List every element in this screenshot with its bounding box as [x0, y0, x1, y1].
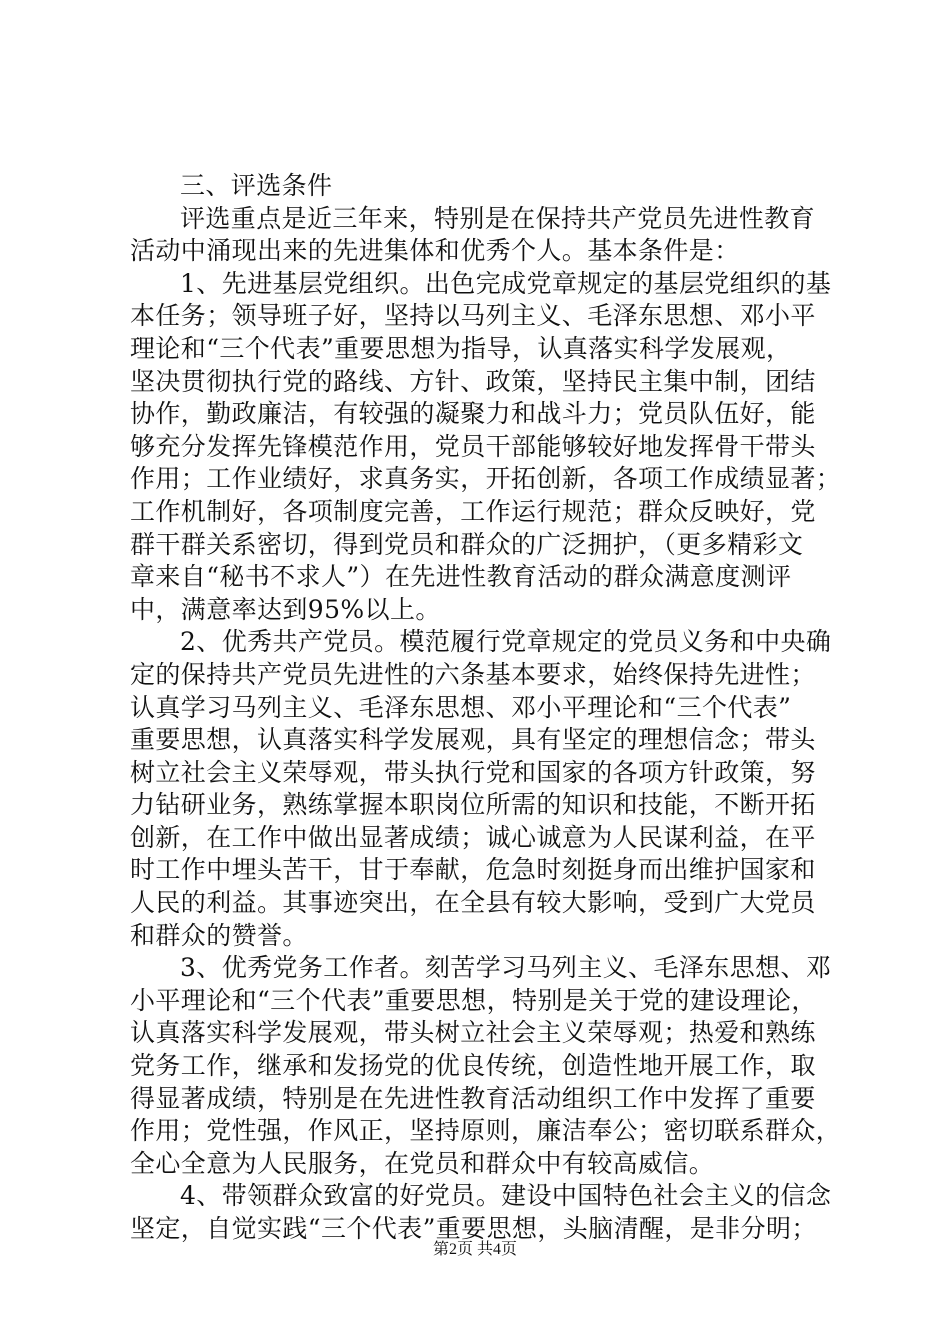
text-line: 够充分发挥先锋模范作用，党员干部能够较好地发挥骨干带头	[130, 431, 816, 461]
text-line: 中，满意率达到95%以上。	[130, 594, 441, 624]
text-line: 重要思想，认真落实科学发展观，具有坚定的理想信念；带头	[130, 725, 816, 755]
text-line: 作用；工作业绩好，求真务实，开拓创新，各项工作成绩显著；	[130, 464, 842, 494]
text-line: 章来自“秘书不求人”）在先进性教育活动的群众满意度测评	[130, 562, 792, 592]
text-line: 工作机制好，各项制度完善，工作运行规范；群众反映好，党	[130, 496, 816, 526]
text-line: 时工作中埋头苦干，甘于奉献，危急时刻挺身而出维护国家和	[130, 855, 816, 885]
text-line: 树立社会主义荣辱观，带头执行党和国家的各项方针政策，努	[130, 757, 816, 787]
document-body	[130, 170, 840, 1246]
text-line: 作用；党性强，作风正，坚持原则，廉洁奉公；密切联系群众，	[130, 1116, 842, 1146]
text-line: 2、优秀共产党员。模范履行党章规定的党员义务和中央确	[180, 627, 832, 657]
section-heading: 三、评选条件	[180, 171, 333, 200]
text-line: 本任务；领导班子好，坚持以马列主义、毛泽东思想、邓小平	[130, 301, 816, 331]
text-line: 群干群关系密切，得到党员和群众的广泛拥护，（更多精彩文	[130, 529, 804, 559]
text-line: 坚定，自觉实践“三个代表”重要思想，头脑清醒，是非分明；	[130, 1214, 817, 1243]
text-line: 4、带领群众致富的好党员。建设中国特色社会主义的信念	[180, 1181, 832, 1211]
text-line: 全心全意为人民服务，在党员和群众中有较高威信。	[130, 1148, 715, 1178]
text-line: 评选重点是近三年来，特别是在保持共产党员先进性教育	[180, 203, 816, 233]
page-footer: 第2页 共4页	[432, 1241, 517, 1258]
text-line: 党务工作，继承和发扬党的优良传统，创造性地开展工作，取	[130, 1051, 816, 1081]
text-line: 理论和“三个代表”重要思想为指导，认真落实科学发展观，	[130, 333, 792, 363]
text-line: 定的保持共产党员先进性的六条基本要求，始终保持先进性；	[130, 659, 816, 689]
text-line: 力钻研业务，熟练掌握本职岗位所需的知识和技能，不断开拓	[130, 790, 816, 820]
text-line: 和群众的赞誉。	[130, 920, 308, 950]
text-line: 协作，勤政廉洁，有较强的凝聚力和战斗力；党员队伍好，能	[130, 399, 816, 429]
text-line: 3、优秀党务工作者。刻苦学习马列主义、毛泽东思想、邓	[180, 953, 832, 983]
text-line: 认真落实科学发展观，带头树立社会主义荣辱观；热爱和熟练	[130, 1018, 816, 1048]
text-line: 人民的利益。其事迹突出，在全县有较大影响，受到广大党员	[130, 888, 816, 918]
text-line: 创新，在工作中做出显著成绩；诚心诚意为人民谋利益，在平	[130, 822, 816, 852]
text-line: 小平理论和“三个代表”重要思想，特别是关于党的建设理论，	[130, 985, 817, 1015]
text-line: 认真学习马列主义、毛泽东思想、邓小平理论和“三个代表”	[130, 692, 792, 722]
text-line: 坚决贯彻执行党的路线、方针、政策，坚持民主集中制，团结	[130, 366, 816, 396]
text-line: 活动中涌现出来的先进集体和优秀个人。基本条件是：	[130, 236, 740, 266]
text-line: 1、先进基层党组织。出色完成党章规定的基层党组织的基	[180, 268, 832, 298]
text-line: 得显著成绩，特别是在先进性教育活动组织工作中发挥了重要	[130, 1083, 816, 1113]
